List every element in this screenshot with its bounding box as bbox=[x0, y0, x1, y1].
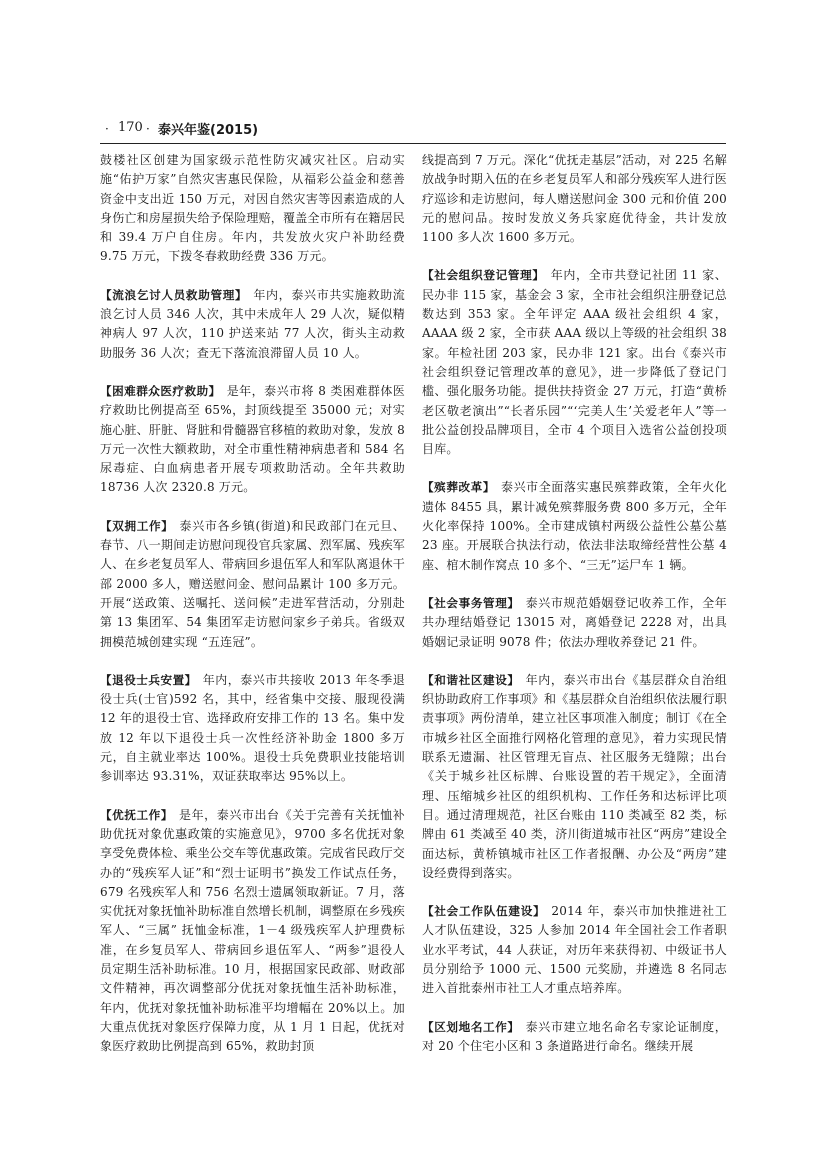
right-column bbox=[422, 151, 727, 1141]
section-title: 【社会工作队伍建设】 bbox=[422, 904, 546, 919]
section-social-affairs bbox=[422, 594, 727, 652]
section-title: 【和谐社区建设】 bbox=[422, 672, 520, 687]
paragraph-text: 鼓楼社区创建为国家级示范性防灾减灾社区。启动实施“佑护万家”自然灾害惠民保险，从福彩公益金和慈善资金中支出近 150 万元，对因自然灾害等因素造成的人身伤亡和房屋损失给予保险理赔，覆盖全市所有在籍居民和 39.4 万户自住房。年内，共发放火灾户补助经费 9.75 万元，下拨冬春救助经费 336 万元。 bbox=[100, 153, 405, 264]
section-preferential-care bbox=[100, 806, 405, 1057]
section-text: 年内，全市共登记社团 11 家、民办非 115 家，基金会 3 家，全市社会组织注册登记总数达到 353 家。全年评定 AAA 级社会组织 4 家，AAAA 级 2 家，全市获 AAA 级以上等级的社会组织 38 家。年检社团 203 家，民办非 121 家。出台《泰兴市社会组织登记管理改革的意见》，进一步降低了登记门槛、强化服务功能。提供扶持资金 27 万元，打造“黄桥老区敬老演出”“长者乐园”“‘完美人生’关爱老年人”等一批公益创投品牌项目，全市 4 个项目入选省公益创投项目库。 bbox=[422, 268, 727, 457]
paragraph-text: 线提高到 7 万元。深化“优抚走基层”活动，对 225 名解放战争时期入伍的在乡老复员军人和部分残疾军人进行医疗巡诊和走访慰问，每人赠送慰问金 300 元和价值 200 元的慰问品。按时发放义务兵家庭优待金，共计发放 1100 多人次 1600 多万元。 bbox=[422, 153, 727, 245]
left-column bbox=[100, 151, 405, 1141]
section-title: 【优抚工作】 bbox=[100, 807, 174, 822]
section-title: 【社会事务管理】 bbox=[422, 595, 520, 610]
section-text: 年内，泰兴市共接收 2013 年冬季退役士兵(士官)592 名，其中，经省集中交接、服现役满 12 年的退役士官、选择政府安排工作的 13 名。集中发放 12 年以下退役士兵一次性经济补助金 1800 多万元，自主就业率达 100%。退役士兵免费职业技能培训参训率达 93.31%，双证获取率达 95%以上。 bbox=[100, 672, 405, 784]
section-title: 【殡葬改革】 bbox=[422, 480, 496, 495]
header-rule bbox=[100, 143, 726, 144]
section-text: 是年，泰兴市出台《关于完善有关抚恤补助优抚对象优惠政策的实施意见》，9700 多名优抚对象享受免费体检、乘坐公交车等优惠政策。完成省民政厅交办的“残疾军人证”和“烈士证明书”换发工作试点任务，679 名残疾军人和 756 名烈士遗属领取新证。7 月，落实优抚对象抚恤补助标准自然增长机制，调整原在乡残疾军人、“三属” 抚恤金标准，1－4 级残疾军人护理费标准，在乡复员军人、带病回乡退伍军人、“两参”退役人员定期生活补助标准。10 月，根据国家民政部、财政部文件精神，再次调整部分优抚对象抚恤生活补助标准， 年内，优抚对象抚恤补助标准平均增幅在 20%以上。加大重点优抚对象医疗保障力度，从 1 月 1 日起，优抚对象医疗救助比例提高到 65%，救助封顶 bbox=[100, 807, 405, 1054]
section-text: 2014 年，泰兴市加快推进社工人才队伍建设，325 人参加 2014 年全国社会工作者职业水平考试，44 人获证，对历年来获得初、中级证书人员分别给予 1000 元、1500 元奖励，并遴选 8 名同志进入首批泰州市社工人才重点培养库。 bbox=[422, 904, 727, 996]
section-text: 泰兴市建立地名命名专家论证制度，对 20 个住宅小区和 3 条道路进行命名。继续开展 bbox=[422, 1019, 727, 1053]
paragraph-continued bbox=[100, 151, 405, 267]
section-title: 【双拥工作】 bbox=[100, 518, 174, 533]
section-veteran-placement bbox=[100, 671, 405, 787]
section-funeral-reform bbox=[422, 478, 727, 574]
section-vagrant-aid bbox=[100, 286, 405, 363]
header-bullet-2: · bbox=[146, 122, 150, 136]
section-text: 是年，泰兴市将 8 类困难群体医疗救助比例提高至 65%，封顶线提至 35000 元；对实施心脏、肝脏、肾脏和骨髓器官移植的救助对象，发放 8 万元一次性大额救助，对全市重性精神病患者和 584 名尿毒症、白血病患者开展专项救助活动。全年共救助 18736 人次 2320.8 万元。 bbox=[100, 383, 405, 495]
section-medical-aid bbox=[100, 382, 405, 498]
section-text: 年内，泰兴市共实施救助流浪乞讨人员 346 人次，其中未成年人 29 人次，疑似精神病人 97 人次，110 护送来站 77 人次，街头主动救助服务 36 人次；查无下落流浪滞留人员 10 人。 bbox=[100, 287, 405, 360]
page-number: 170 bbox=[118, 120, 143, 135]
section-social-organization bbox=[422, 266, 727, 459]
section-title: 【区划地名工作】 bbox=[422, 1019, 520, 1034]
section-place-names bbox=[422, 1018, 727, 1057]
paragraph-continued bbox=[422, 151, 727, 247]
section-text: 泰兴市全面落实惠民殡葬政策，全年火化遗体 8455 具，累计减免殡葬服务费 800 多万元，全年火化率保持 100%。全市建成镇村两级公益性公墓公墓 23 座。开展联合执法行动，依法非法取缔经营性公墓 4 座、棺木制作窝点 10 多个、“三无”运尸车 1 辆。 bbox=[422, 480, 727, 572]
section-title: 【退役士兵安置】 bbox=[100, 672, 197, 687]
running-header bbox=[100, 118, 726, 142]
section-community-building bbox=[422, 671, 727, 883]
section-title: 【流浪乞讨人员救助管理】 bbox=[100, 287, 248, 302]
section-title: 【困难群众医疗救助】 bbox=[100, 383, 221, 398]
section-title: 【社会组织登记管理】 bbox=[422, 268, 545, 283]
book-title: 泰兴年鉴(2015) bbox=[158, 123, 259, 138]
section-text: 泰兴市各乡镇(街道)和民政部门在元旦、春节、八一期间走访慰问现役官兵家属、烈军属、残疾军人、在乡老复员军人、带病回乡退伍军人和军队离退休干部 2000 多人，赠送慰问金、慰问品累计 100 多万元。开展“送政策、送嘱托、送问候”走进军营活动，分别赴第 13 集团军、54 集团军走访慰问家乡子弟兵。省级双拥模范城创建实现 “五连冠”。 bbox=[100, 518, 405, 649]
section-text: 年内，泰兴市出台《基层群众自治组织协助政府工作事项》和《基层群众自治组织依法履行职责事项》两份清单，建立社区事项准入制度；制订《在全市城乡社区全面推行网格化管理的意见》，着力实现民情联系无遗漏、社区管理无盲点、社区服务无缝隙；出台《关于城乡社区标牌、台账设置的若干规定》，全面清理、压缩城乡社区的组织机构、工作任务和达标评比项目。通过清理规范，社区台账由 110 类减至 82 类，标牌由 61 类减至 40 类，济川街道城市社区“两房”建设全面达标，黄桥镇城市社区工作者报酬、办公及“两房”建设经费得到落实。 bbox=[422, 672, 727, 880]
section-double-support bbox=[100, 517, 405, 652]
section-social-work-team bbox=[422, 902, 727, 998]
section-text: 泰兴市规范婚姻登记收养工作，全年共办理结婚登记 13015 对，离婚登记 2228 对，出具婚姻记录证明 9078 件；依法办理收养登记 21 件。 bbox=[422, 595, 727, 649]
header-bullet: · bbox=[105, 122, 109, 136]
